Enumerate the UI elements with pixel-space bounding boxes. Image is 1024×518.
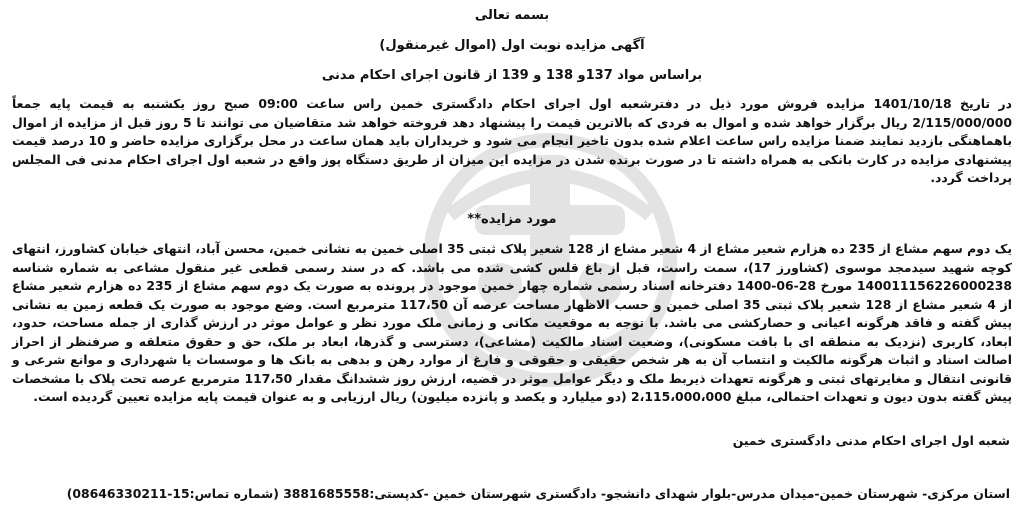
auction-item-heading: مورد مزایده** bbox=[467, 212, 557, 227]
bismillah-heading: بسمه تعالی bbox=[474, 8, 550, 23]
auction-details-paragraph: در تاریخ 1401/10/18 مزایده فروش مورد ذیل در دفترشعبه اول اجرای احکام دادگستری خمین راس ساعت 09:00 صبح روز یکشنبه به قیمت پایه جمعاً 2/115/000/000 ریال برگزار خواهد شده و اموال به فردی که بالاترین قیمت را پیشنهاد دهد فروخته خواهد شد متقاضیان می توانند تا 5 روز قبل از مزایده از اموال باهماهنگی بازدید نمایند ضمنا مزایده راس ساعت اعلام شده بدون تاخیر انجام می شود و خریداران باید همان ساعت در محل برگزاری مزایده حاضر و 10 درصد قیمت پیشنهادی مزایده در کارت بانکی به همراه داشته تا در صورت برنده شدن در مزایده این میزان از طریق دستگاه پوز واقع در شعبه اول اجرای احکام مدنی فی المجلس پرداخت گردد. bbox=[12, 96, 1013, 185]
notice-title: آگهی مزایده نوبت اول (اموال غیرمنقول) bbox=[379, 38, 645, 53]
issuer-signature-line: شعبه اول اجرای احکام مدنی دادگستری خمین bbox=[732, 433, 1010, 448]
auction-item-description: یک دوم سهم مشاع از 235 ده هزارم شعیر مشاع از 4 شعیر مشاع از 128 شعیر پلاک ثبتی 35 اصلی خمین به نشانی خمین، محسن آباد، انتهای خیابان کشاورز، انتهای کوچه شهید سیدمجد موسوی (کشاورز 17)، سمت راست، قبل از باغ قلس کشی شده می باشد. که در سند رسمی قطعی غیر منقول مشاعی به شماره شناسه 140011156226000238 مورخ 28-06-1400 دفترخانه اسناد رسمی شماره چهار خمین موجود در پرونده به صورت یک دوم سهم مشاع از 235 ده هزارم شعیر مشاع از 4 شعیر مشاع از 128 شعیر پلاک ثبتی 35 اصلی خمین و حسب الاظهار مساحت عرصه آن 117،50 مترمربع است. وضع موجود به صورت یک قطعه زمین به نشانی پیش گفته و فاقد هرگونه اعیانی و حصارکشی می باشد. با توجه به موقعیت مکانی و زمانی ملک مورد نظر و عوامل موثر در ارزش گذاری از جمله مساحت، حدود، ابعاد، کاربری (نزدیک به منطقه ای با بافت مسکونی)، وضعیت اسناد مالکیت (مشاعی)، دسترسی و گذرها، ابعاد بر ملک، حق و حقوق متعلقه و صرفنظر از احراز اصالت اسناد و اثبات هرگونه مالکیت و انتساب آن به هر شخص حقیقی و حقوقی و فارغ از موارد رهن و بدهی به بانک ها و موسسات یا شهرداری و موانع شرعی و قانونی انتقال و مغایرتهای ثبتی و هرگونه تعهدات ذیربط ملک و دیگر عوامل موثر در قضیه، ارزش روز ششدانگ مقدار 117،50 مترمربع عرصه تحت پلاک با مشخصات پیش گفته بدون دیون و تعهدات احتمالی، مبلغ 2،115،000،000 (دو میلیارد و یکصد و پانزده میلیون) ریال ارزیابی و به عنوان قیمت پایه مزایده تعیین گردیده است. bbox=[12, 241, 1013, 404]
contact-address-line: استان مرکزی- شهرستان خمین-میدان مدرس-بلوار شهدای دانشجو- دادگستری شهرستان خمین -کدپستی:3881685558 (شماره تماس:15-08646330211) bbox=[66, 486, 1010, 501]
legal-basis-line: براساس مواد 137و 138 و 139 از قانون اجرای احکام مدنی bbox=[321, 68, 703, 83]
